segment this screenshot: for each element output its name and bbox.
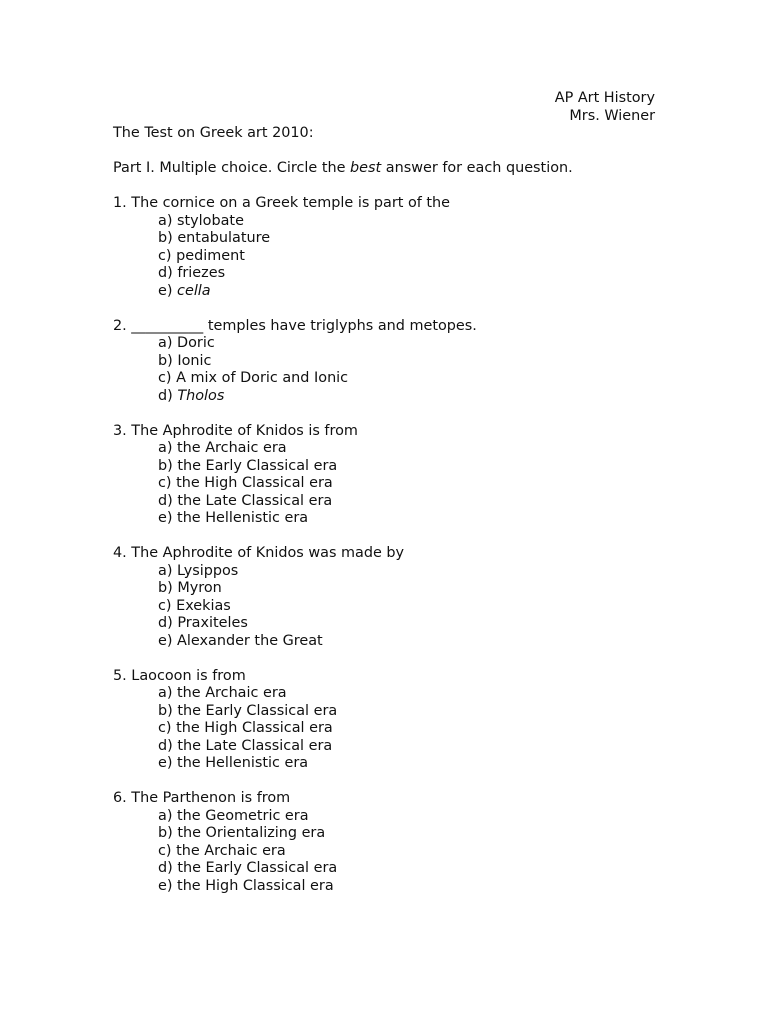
answer-option — [113, 213, 673, 231]
option-text: the Archaic era — [177, 685, 287, 701]
option-text: the Orientalizing era — [177, 825, 326, 841]
option-text: Ionic — [177, 352, 212, 369]
answer-option — [113, 615, 673, 633]
option-text: the Late Classical era — [177, 737, 333, 754]
question-block — [113, 318, 673, 423]
option-letter: d) — [158, 387, 178, 404]
option-letter: e) — [158, 632, 178, 649]
option-letter: e) — [158, 282, 178, 299]
option-letter: a) — [158, 212, 178, 229]
answer-option — [113, 598, 673, 616]
option-letter: c) — [158, 842, 177, 859]
option-text: Tholos — [177, 387, 225, 404]
answer-option — [113, 335, 673, 353]
answer-option — [113, 563, 673, 581]
spacer — [113, 178, 673, 196]
option-letter: c) — [158, 247, 177, 264]
option-text: pediment — [176, 247, 245, 264]
answer-option — [113, 825, 673, 843]
question-list — [113, 195, 673, 895]
option-letter: c) — [158, 475, 177, 491]
answer-option — [113, 510, 673, 528]
option-letter: d) — [158, 615, 178, 631]
option-letter: b) — [158, 352, 178, 369]
question-block — [113, 423, 673, 546]
option-text: the Late Classical era — [177, 492, 333, 509]
answer-option — [113, 878, 673, 896]
answer-option — [113, 230, 673, 248]
answer-option — [113, 475, 673, 493]
option-letter: d) — [158, 737, 178, 754]
option-letter: b) — [158, 825, 178, 841]
question-block — [113, 790, 673, 895]
header-block — [555, 90, 655, 125]
option-text: the High Classical era — [176, 475, 333, 491]
option-letter: c) — [158, 370, 177, 386]
option-letter: e) — [158, 510, 178, 526]
question-block — [113, 668, 673, 791]
option-text: friezes — [177, 265, 226, 281]
answer-option — [113, 353, 673, 371]
answer-option — [113, 458, 673, 476]
answer-option — [113, 720, 673, 738]
option-text: Exekias — [176, 597, 231, 614]
question-block — [113, 195, 673, 318]
option-text: A mix of Doric and Ionic — [176, 370, 349, 386]
option-letter: a) — [158, 440, 178, 456]
option-text: the Hellenistic era — [177, 755, 309, 771]
question-block — [113, 545, 673, 668]
option-letter: d) — [158, 265, 178, 281]
test-body — [113, 125, 673, 895]
option-text: the Archaic era — [176, 842, 286, 859]
spacer — [113, 300, 673, 318]
option-text: the Archaic era — [177, 440, 287, 456]
answer-option — [113, 265, 673, 283]
option-text: the Geometric era — [177, 807, 309, 824]
question-text: 3. The Aphrodite of Knidos is from — [113, 422, 358, 439]
course-name: AP Art History — [554, 90, 655, 106]
option-letter: e) — [158, 755, 178, 771]
answer-option — [113, 685, 673, 703]
answer-option — [113, 860, 673, 878]
option-letter: a) — [158, 685, 178, 701]
option-letter: c) — [158, 597, 177, 614]
option-text: Praxiteles — [177, 615, 248, 631]
answer-option — [113, 633, 673, 651]
answer-option — [113, 440, 673, 458]
question-text: 6. The Parthenon is from — [113, 790, 291, 806]
question-text: 4. The Aphrodite of Knidos was made by — [113, 545, 405, 561]
spacer — [113, 143, 673, 161]
option-letter: b) — [158, 580, 178, 596]
answer-option — [113, 703, 673, 721]
option-text: the Early Classical era — [177, 860, 338, 876]
answer-option — [113, 493, 673, 511]
option-text: the High Classical era — [177, 877, 334, 894]
part-instructions-post: answer for each question. — [381, 160, 573, 176]
option-letter: a) — [158, 335, 178, 351]
question-text: 2. __________ temples have triglyphs and metopes. — [113, 317, 477, 334]
spacer — [113, 773, 673, 791]
option-text: the Early Classical era — [177, 457, 338, 474]
option-text: Alexander the Great — [177, 632, 323, 649]
test-title: The Test on Greek art 2010: — [113, 125, 314, 141]
teacher-name: Mrs. Wiener — [569, 107, 655, 124]
option-letter: b) — [158, 457, 178, 474]
spacer — [113, 650, 673, 668]
spacer — [113, 528, 673, 546]
spacer — [113, 405, 673, 423]
option-text: Doric — [177, 335, 215, 351]
option-letter: b) — [158, 230, 178, 246]
answer-option — [113, 580, 673, 598]
part-instructions-emphasis: best — [350, 160, 382, 176]
option-text: stylobate — [177, 212, 244, 229]
option-text: Myron — [177, 580, 222, 596]
option-letter: c) — [158, 720, 177, 736]
option-text: the High Classical era — [176, 720, 333, 736]
option-letter: b) — [158, 702, 178, 719]
question-text: 1. The cornice on a Greek temple is part of the — [113, 195, 451, 211]
option-letter: a) — [158, 562, 178, 579]
question-text: 5. Laocoon is from — [113, 667, 246, 684]
option-text: cella — [177, 282, 211, 299]
option-letter: a) — [158, 807, 178, 824]
option-text: Lysippos — [177, 562, 239, 579]
part-instructions — [113, 160, 673, 178]
option-text: entabulature — [177, 230, 271, 246]
answer-option — [113, 738, 673, 756]
answer-option — [113, 283, 673, 301]
answer-option — [113, 370, 673, 388]
part-instructions-pre: Part I. Multiple choice. Circle the — [113, 160, 351, 176]
option-letter: e) — [158, 877, 178, 894]
option-text: the Early Classical era — [177, 702, 338, 719]
answer-option — [113, 843, 673, 861]
answer-option — [113, 248, 673, 266]
answer-option — [113, 755, 673, 773]
option-letter: d) — [158, 492, 178, 509]
option-letter: d) — [158, 860, 178, 876]
option-text: the Hellenistic era — [177, 510, 309, 526]
answer-option — [113, 808, 673, 826]
answer-option — [113, 388, 673, 406]
